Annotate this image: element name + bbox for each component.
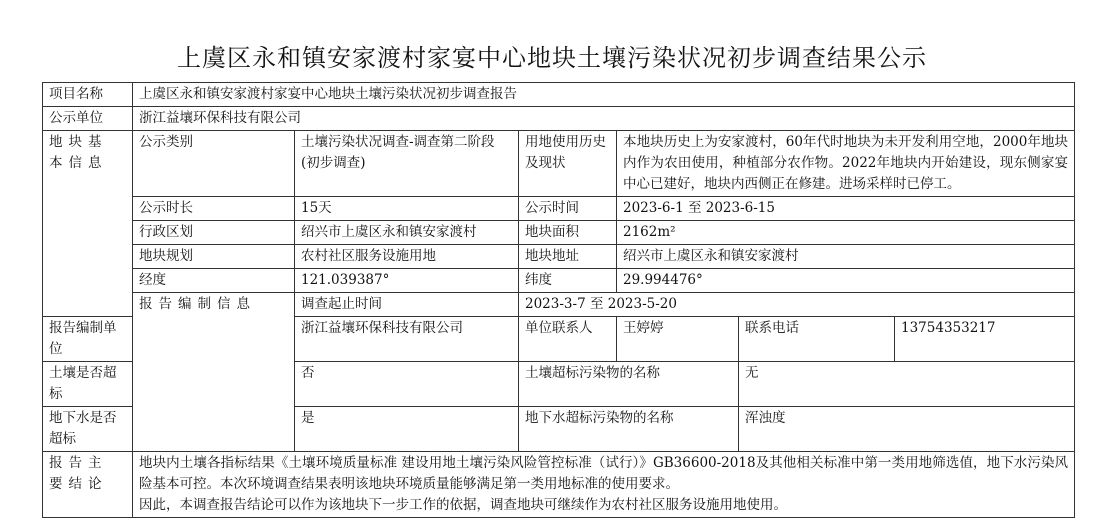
- notice-type-label: 公示类别: [133, 131, 295, 197]
- area-label: 地块面积: [519, 221, 617, 245]
- table-row: [43, 293, 1075, 317]
- land-use-value: 本地块历史上为安家渡村，60年代时地块为未开发利用空地，2000年地块内作为农田使用，种植部分农作物。2022年地块内开始建设，现东侧家宴中心已建好，地块内西侧正在修建。进场采样时已停工。: [617, 131, 1075, 197]
- table-row: [43, 131, 1075, 197]
- duration-label: 公示时长: [133, 197, 295, 221]
- conclusion-value: [133, 452, 1075, 518]
- contact-value: 王婷婷: [617, 317, 739, 362]
- table-row: [43, 83, 1075, 107]
- table-row: [43, 197, 1075, 221]
- period-value: 2023-3-7 至 2023-5-20: [519, 293, 1075, 317]
- notice-table: [42, 82, 1075, 518]
- phone-value: 13754353217: [895, 317, 1075, 362]
- conclusion-section-label: 报告主要结论: [43, 452, 133, 518]
- table-row: [43, 269, 1075, 293]
- contact-label: 单位联系人: [519, 317, 617, 362]
- notice-time-value: 2023-6-1 至 2023-6-15: [617, 197, 1075, 221]
- table-row: [43, 452, 1075, 518]
- table-row: [43, 245, 1075, 269]
- project-name-value: 上虞区永和镇安家渡村家宴中心地块土壤污染状况初步调查报告: [133, 83, 1075, 107]
- soil-pollutant-value: 无: [739, 362, 1075, 407]
- table-row: [43, 221, 1075, 245]
- basic-info-section-label: 地块基本信息: [43, 131, 133, 317]
- publisher-value: 浙江益壤环保科技有限公司: [133, 107, 1075, 131]
- area-value: 2162m²: [617, 221, 1075, 245]
- soil-exceed-label: 土壤是否超标: [43, 362, 133, 407]
- longitude-value: 121.039387°: [295, 269, 519, 293]
- latitude-label: 纬度: [519, 269, 617, 293]
- soil-exceed-value: 否: [295, 362, 519, 407]
- publisher-label: 公示单位: [43, 107, 133, 131]
- planning-label: 地块规划: [133, 245, 295, 269]
- address-value: 绍兴市上虞区永和镇安家渡村: [617, 245, 1075, 269]
- duration-value: 15天: [295, 197, 519, 221]
- org-value: 浙江益壤环保科技有限公司: [295, 317, 519, 362]
- latitude-value: 29.994476°: [617, 269, 1075, 293]
- notice-time-label: 公示时间: [519, 197, 617, 221]
- phone-label: 联系电话: [739, 317, 895, 362]
- water-pollutant-value: 浑浊度: [739, 407, 1075, 452]
- project-name-label: 项目名称: [43, 83, 133, 107]
- address-label: 地块地址: [519, 245, 617, 269]
- page-title: 上虞区永和镇安家渡村家宴中心地块土壤污染状况初步调查结果公示: [177, 44, 927, 72]
- soil-pollutant-label: 土壤超标污染物的名称: [519, 362, 739, 407]
- water-exceed-label: 地下水是否超标: [43, 407, 133, 452]
- period-label: 调查起止时间: [295, 293, 519, 317]
- conclusion-paragraph: 地块内土壤各指标结果《土壤环境质量标准 建设用地土壤污染风险管控标准（试行）》GB36600-2018及其他相关标准中第一类用地筛选值，地下水污染风险基本可控。本次环境调查结果表明该地块环境质量能够满足第一类用地标准的使用要求。: [139, 455, 1069, 492]
- report-info-section-label: 报告编制信息: [133, 293, 295, 452]
- conclusion-paragraph: 因此，本调查报告结论可以作为该地块下一步工作的依据，调查地块可继续作为农村社区服务设施用地使用。: [139, 497, 787, 513]
- planning-value: 农村社区服务设施用地: [295, 245, 519, 269]
- district-value: 绍兴市上虞区永和镇安家渡村: [295, 221, 519, 245]
- longitude-label: 经度: [133, 269, 295, 293]
- water-pollutant-label: 地下水超标污染物的名称: [519, 407, 739, 452]
- water-exceed-value: 是: [295, 407, 519, 452]
- table-row: [43, 107, 1075, 131]
- org-label: 报告编制单位: [43, 317, 133, 362]
- notice-type-value: 土壤污染状况调查-调查第二阶段(初步调查): [295, 131, 519, 197]
- district-label: 行政区划: [133, 221, 295, 245]
- land-use-label: 用地使用历史及现状: [519, 131, 617, 197]
